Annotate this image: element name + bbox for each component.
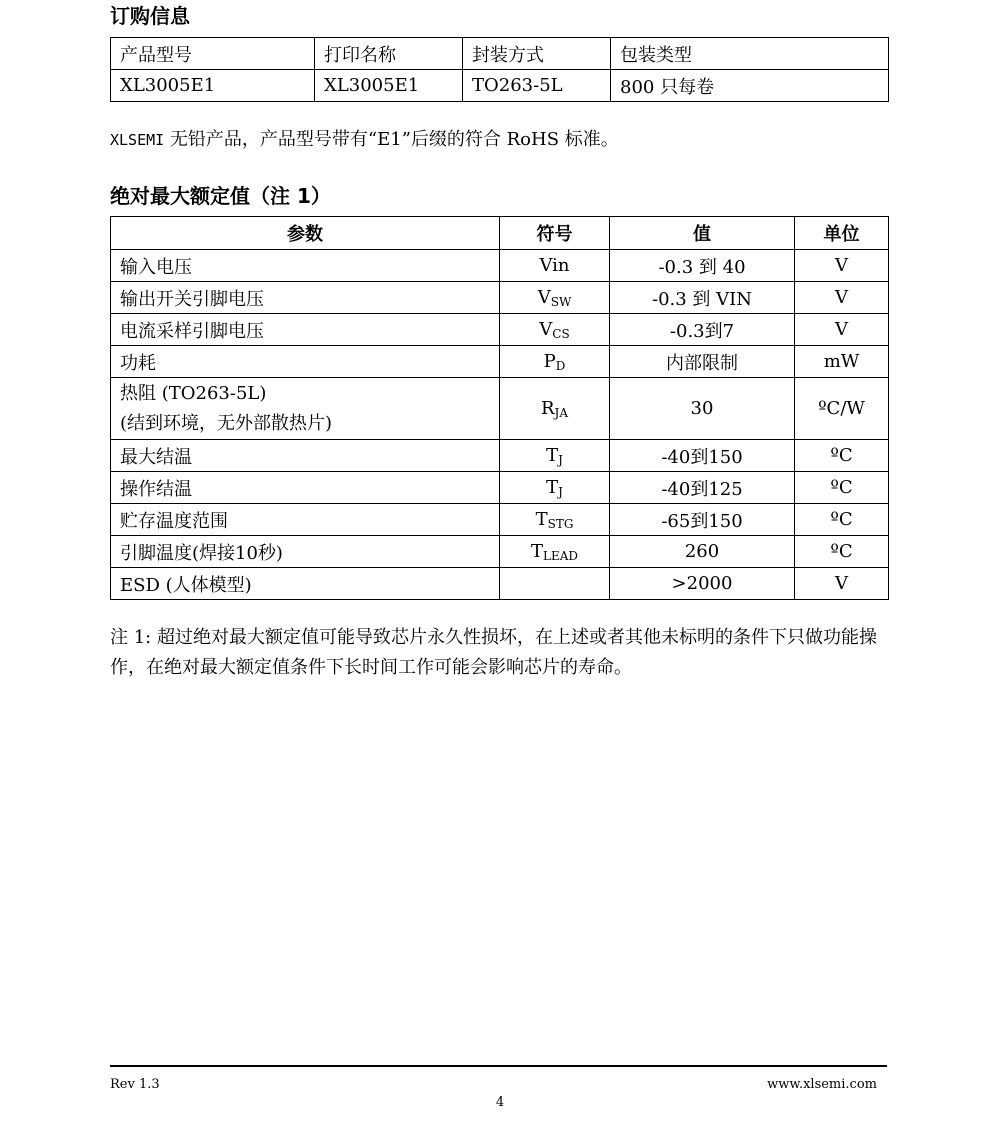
symbol-cell [500,346,610,378]
symbol-main: T [546,477,559,498]
param-cell: 贮存温度范围 [111,504,500,536]
value-cell: -40到125 [610,472,795,504]
ordering-header-cell: 封装方式 [463,38,611,70]
ordering-cell: TO263-5L [463,70,611,102]
param-line: 热阻 (TO263-5L) [120,382,267,404]
symbol-sub: CS [552,327,570,341]
ordering-data-row [111,70,889,102]
symbol-sub: STG [547,517,574,531]
ordering-header-row [111,38,889,70]
symbol-cell [500,378,610,440]
symbol-main: Vin [539,255,570,276]
unit-cell: V [795,250,889,282]
symbol-sub: D [555,359,566,373]
symbol-cell [500,440,610,472]
table-row [111,568,889,600]
table-row [111,346,889,378]
symbol-main: R [540,398,555,419]
symbol-cell [500,568,610,600]
ordering-cell: XL3005E1 [111,70,315,102]
param-cell: ESD (人体模型) [111,568,500,600]
param-cell: 输出开关引脚电压 [111,282,500,314]
unit-cell: V [795,568,889,600]
value-cell: 260 [610,536,795,568]
unit-cell: ºC [795,440,889,472]
unit-cell: ºC [795,504,889,536]
param-cell: 功耗 [111,346,500,378]
table-row [111,378,889,440]
ordering-cell: 800 只每卷 [611,70,889,102]
value-cell: -40到150 [610,440,795,472]
symbol-cell [500,536,610,568]
symbol-sub: SW [550,295,572,309]
symbol-cell [500,472,610,504]
ordering-header-cell: 产品型号 [111,38,315,70]
rohs-note-prefix: XLSEMI [110,131,165,149]
unit-cell: V [795,282,889,314]
symbol-sub: J [558,453,563,467]
ordering-heading: 订购信息 [110,4,190,28]
table-row [111,282,889,314]
symbol-main: T [535,509,548,530]
unit-cell: V [795,314,889,346]
param-cell: 引脚温度(焊接10秒) [111,536,500,568]
rohs-note [110,125,619,155]
param-cell: 输入电压 [111,250,500,282]
abs-max-table [110,216,889,600]
symbol-main: T [530,541,543,562]
symbol-main: T [546,445,559,466]
value-cell: >2000 [610,568,795,600]
symbol-main: V [537,287,551,308]
symbol-cell [500,314,610,346]
abs-max-header-row [111,217,889,250]
table-row [111,314,889,346]
table-row [111,250,889,282]
abs-max-header-cell: 单位 [795,217,889,250]
symbol-sub: J [558,485,563,499]
symbol-main: V [539,319,553,340]
param-cell [111,378,500,440]
value-cell: -0.3 到 40 [610,250,795,282]
footer-rule [110,1065,887,1067]
symbol-cell [500,250,610,282]
abs-max-header-cell: 符号 [500,217,610,250]
param-line: (结到环境，无外部散热片) [120,412,333,434]
unit-cell: ºC/W [795,378,889,440]
value-cell: 30 [610,378,795,440]
table-row [111,536,889,568]
value-cell: 内部限制 [610,346,795,378]
footer-website: www.xlsemi.com [767,1077,877,1092]
symbol-sub: LEAD [543,549,579,563]
abs-max-header-cell: 值 [610,217,795,250]
param-cell: 操作结温 [111,472,500,504]
value-cell: -65到150 [610,504,795,536]
ordering-table [110,37,889,102]
abs-max-heading: 绝对最大额定值（注 1） [110,184,331,208]
ordering-cell: XL3005E1 [315,70,463,102]
symbol-main: P [543,351,556,372]
table-row [111,472,889,504]
page-number: 4 [495,1095,505,1110]
footer-revision: Rev 1.3 [110,1077,160,1092]
symbol-cell [500,504,610,536]
value-cell: -0.3到7 [610,314,795,346]
value-cell: -0.3 到 VIN [610,282,795,314]
abs-max-footnote: 注 1: 超过绝对最大额定值可能导致芯片永久性损坏，在上述或者其他未标明的条件下只做功能操作，在绝对最大额定值条件下长时间工作可能会影响芯片的寿命。 [110,627,877,678]
param-cell: 电流采样引脚电压 [111,314,500,346]
symbol-cell [500,282,610,314]
param-cell: 最大结温 [111,440,500,472]
unit-cell: ºC [795,472,889,504]
symbol-sub: JA [554,406,569,420]
abs-max-header-cell: 参数 [111,217,500,250]
ordering-header-cell: 打印名称 [315,38,463,70]
rohs-note-text: 无铅产品，产品型号带有“E1”后缀的符合 RoHS 标准。 [164,129,619,150]
unit-cell: ºC [795,536,889,568]
unit-cell: mW [795,346,889,378]
table-row [111,440,889,472]
ordering-header-cell: 包装类型 [611,38,889,70]
table-row [111,504,889,536]
